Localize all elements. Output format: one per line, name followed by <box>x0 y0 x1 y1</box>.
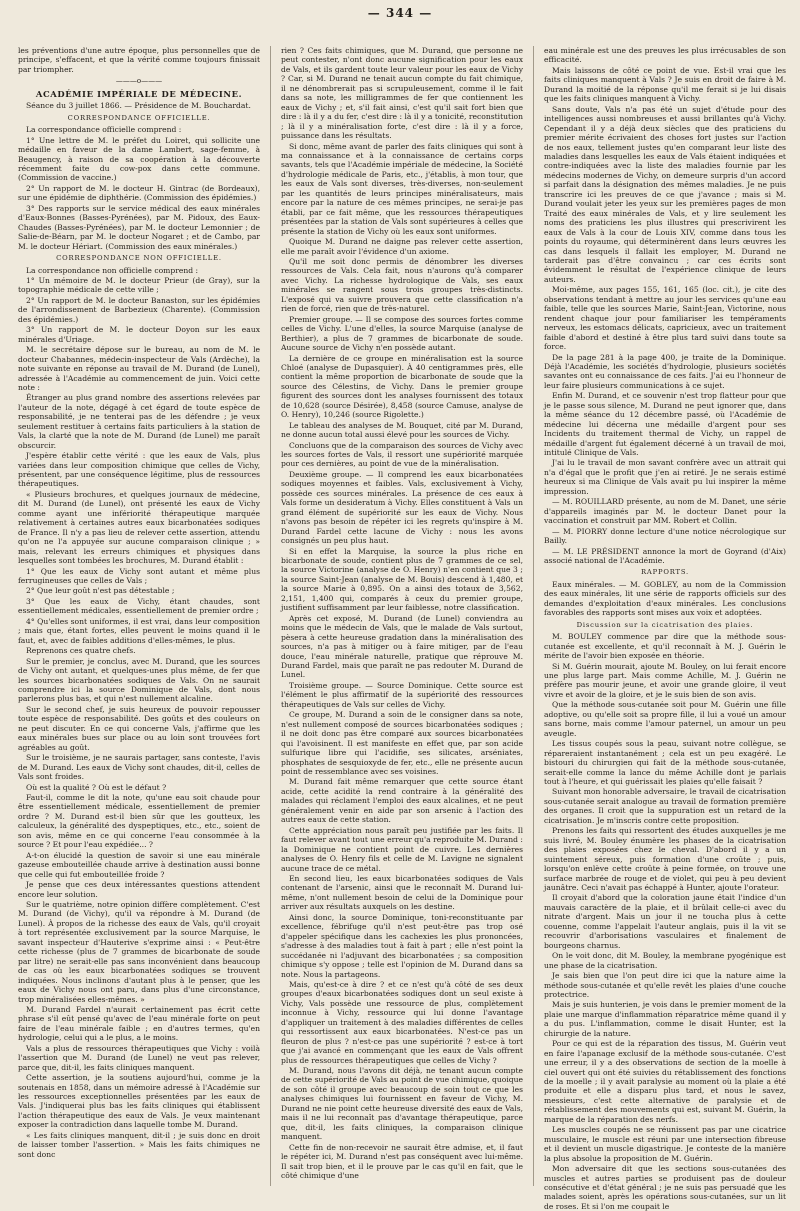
paragraph: La dernière de ce groupe en minéralisation est la source Chloé (analyse de Dupasquier). À 40 centigrammes près, elle contient la même proportion de bicarbonate de soude que la source des Célestins, de Vichy. Dans le premier groupe figurent des sources dont les analyses fournissent des totaux de 10,628 (source Désirée), 8,458 (source Camuse, analyse de O. Henry), 10,246 (source Rigolette.) <box>281 353 523 420</box>
subsection-title: RAPPORTS. <box>640 568 690 577</box>
paragraph: Cette fin de non-recevoir ne saurait être admise, et, il faut le répéter ici, M. Durand n'est pas conséquent avec lui-même. Il sait trop bien, et il le prouve par le cas qu'il en fait, que le côté chimique d'une <box>281 1142 523 1181</box>
paragraph: Cette appréciation nous paraît peu justifiée par les faits. Il faut relever avant tout une erreur qu'a reproduite M. Durand : la Dominique ne contient point de cuivre. Les dernières analyses de O. Henry fils et celle de M. Lavigne ne signalent aucune trace de ce métal. <box>281 825 523 873</box>
paragraph: Faut-il, comme le dit la note, qu'une eau soit chaude pour être essentiellement médicale, essentiellement de premier ordre ? M. Durand est-il bien sûr que les goutteux, les calculeux, la généralité des dyspeptiques, etc., etc., soient de son avis, même en ce qui concerne l'eau consommée à la source ? Et pour l'eau expédiée... ? <box>18 792 260 850</box>
paragraph: Après cet exposé, M. Durand (de Lunel) conviendra au moins que le médecin de Vals, que le malade de Vals surtout, pèsera à cette heureuse gradation dans la minéralisation des sources, n'a pas à mitiger ou à faire mitiger, par de l'eau douce, l'eau minérale naturelle, pratique que réprouve M. Durand Fardel, mais que paraît ne pas redouter M. Durand de Lunel. <box>281 613 523 680</box>
paragraph: Suivant mon honorable adversaire, le travail de cicatrisation sous-cutanée serait analogue au travail de formation première des organes. Il croit que la suppuration est un retard de la cicatrisation. Je m'inscris contre cette proposition. <box>544 787 787 825</box>
paragraph: Pour ce qui est de la réparation des tissus, M. Guérin veut en faire l'apanage exclusif de la méthode sous-cutanée. C'est une erreur, il y a des observations de section de la moelle à ciel ouvert qui ont été suivies du rétablissement des fonctions de la moelle ; il y avait paralysie au moment où la plaie a été produite et elle a disparu plus tard, et nous le savez, messieurs, c'est cette alternative de paralysie et de rétablissement des mouvements qui est, suivant M. Guérin, la marque de la réparation des nerfs. <box>544 1039 786 1124</box>
column-3 <box>544 46 787 1211</box>
paragraph: Si donc, même avant de parler des faits cliniques qui sont à ma connaissance et à la connaissance de certains corps savants, tels que l'Académie impériale de médecine, la Société d'hydrologie médicale de Paris, etc., j'établis, à mon tour, que les eaux de Vals sont diverses, très-diverses, non-seulement par les quantités de leurs principes minéralisateurs, mais encore par la nature de ces mêmes principes, ne serai-je pas établi, par ce fait même, que les ressources thérapeutiques présentées par la station de Vals sont supérieures à celles que présente la station de Vichy où les eaux sont uniformes. <box>281 141 524 236</box>
paragraph: M. BOULEY commence par dire que la méthode sous-cutanée est excellente, et qu'il reconnaît à M. J. Guérin le mérite de l'avoir bien exposée en théorie. <box>544 632 786 661</box>
paragraph: 3° Que les eaux de Vichy, étant chaudes, sont essentiellement médicales, essentiellement de premier ordre ; <box>18 596 260 616</box>
paragraph: 1° Un mémoire de M. le docteur Prieur (de Gray), sur la topographie médicale de cette ville ; <box>18 275 260 295</box>
separator-rule: ———o——— <box>115 77 163 86</box>
paragraph: Étranger au plus grand nombre des assertions relevées par l'auteur de la note, dégagé à cet égard de toute espèce de responsabilité, je ne tenterai pas de les défendre ; je veux seulement restituer à certains faits particuliers à la station de Vals, la clarté que la note de M. Durand (de Lunel) me paraît obscurcir. <box>18 393 260 450</box>
paragraph: « Plusieurs brochures, et quelques journaux de médecine, dit M. Durand (de Lunel), ont présenté les eaux de Vichy comme ayant une infériorité thérapeutique marquée relativement à certaines autres eaux bicarbonatées sodiques de France. Il n'y a pas lieu de relever cette assertion, attendu qu'on ne l'a appuyée sur aucune comparaison clinique ; » mais, relevant les erreurs chimiques et physiques dans lesquelles sont tombées les brochures, M. Durand établit : <box>18 489 260 566</box>
paragraph: 2° Que leur goût n'est pas détestable ; <box>26 586 175 596</box>
paragraph: Moi-même, aux pages 155, 161, 165 (loc. cit.), je cite des observations tendant à mettre au jour les services qu'une eau faible, telle que les sources Marie, Saint-Jean, Victorine, nous rendent chaque jour pour familiariser les tempéraments nerveux, les estomacs délicats, capricieux, avec un traitement faible d'abord et destiné à être plus tard suivi dans toute sa force. <box>544 285 786 352</box>
paragraph: Mais laissons de côté ce point de vue. Est-il vrai que les faits cliniques manquent à Vals ? Je suis en droit de faire à M. Durand la moitié de la réponse qu'il me ferait si je lui disais que les faits cliniques manquent à Vichy. <box>544 65 786 104</box>
session-line: Séance du 3 juillet 1866. — Présidence de M. Bouchardat. <box>26 101 251 111</box>
paragraph: les préventions d'une autre époque, plus personnelles que de principe, s'effacent, et que la vérité comme toujours finissait par triompher. <box>18 46 260 74</box>
paragraph: Les tissus coupés sous la peau, suivant notre collègue, se répareraient instantanément ; cela est un peu exagéré. Le bistouri du chirurgien qui fait de la méthode sous-cutanée, serait-elle comme la lance du même Achille dont je parlais tout à l'heure, et qui guérissait les plaies qu'elle faisait ? <box>544 739 786 786</box>
paragraph: Mon adversaire dit que les sections sous-cutanées des muscles et autres parties se produisent pas de douleur consécutive et d'état général ; je ne suis pas persuadé que les malades soient, après les opérations sous-cutanées, sur un lit de roses. Et si l'on me coupait le <box>544 1164 786 1211</box>
paragraph: Sans doute, Vals n'a pas été un sujet d'étude pour des intelligences aussi nombreuses et aussi brillantes qu'à Vichy. Cependant il y a déjà deux siècles que des praticiens du premier mérite écrivaient des choses fort justes sur l'action de nos eaux, tellement justes qu'en comparant leur liste des maladies dans lesquelles les eaux de Vals étaient indiquées et contre-indiquées avec la liste des maladies fournie par les médecins modernes de Vichy, on demeure surpris d'un accord si parfait dans la désignation des mêmes maladies. Je ne puis transcrire ici les preuves de ce que j'avance ; mais si M. Durand voulait jeter les yeux sur les premières pages de mon Traité des eaux minérales de Vals, et y lire seulement les noms des praticiens les plus illustres qui prescrivirent les eaux de Vals à la cour de Louis XIV, comme dans tous les points du royaume, qui déterminèrent dans leurs œuvres les cas dans lesquels il fallait les employer, M. Durand ne tarderait pas d'être convaincu ; car ces écrits sont évidemment le résultat de l'expérience clinique de leurs auteurs. <box>544 104 786 284</box>
paragraph: Je pense que ces deux intéressantes questions attendent encore leur solution. <box>18 880 260 899</box>
paragraph: Sur le premier, je conclus, avec M. Durand, que les sources de Vichy ont autant, et quelques-unes plus même, de fer que les sources bicarbonatées sodiques de Vals. On ne saurait comprendre ici la source Dominique de Vals, dont nous parlerons plus bas, et qui n'est nullement alcaline. <box>18 656 260 704</box>
paragraph: Premier groupe. — Il se compose des sources fortes comme celles de Vichy. L'une d'elles, la source Marquise (analyse de Berthier), a plus de 7 grammes de bicarbonate de soude. Aucune source de Vichy n'en possède autant. <box>281 314 523 353</box>
paragraph: Si M. Guérin mourait, ajoute M. Bouley, on lui ferait encore une plus large part. Mais comme Achille, M. J. Guérin ne préfère pas mourir jeune, et avoir une grande gloire, il veut vivre et avoir de la gloire, et je le suis bien de son avis. <box>544 661 786 699</box>
paragraph: De la page 281 à la page 400, je traite de la Dominique. Déjà l'Académie, les sociétés d'hydrologie, plusieurs sociétés savantes ont eu connaissance de ces faits. J'ai eu l'honneur de leur faire plusieurs communications à ce sujet. <box>544 352 786 390</box>
paragraph: 3° Des rapports sur le service médical des eaux minérales d'Eaux-Bonnes (Basses-Pyrénées), par M. Pidoux, des Eaux-Chaudes (Basses-Pyrénées), par M. le docteur Lemonnier ; de Salie-de-Béarn, par M. le docteur Nogaret ; et de Cambo, par M. le docteur Hériart. (Commission des eaux minérales.) <box>18 203 260 251</box>
section-title: ACADÉMIE IMPÉRIALE DE MÉDECINE. <box>35 88 243 99</box>
paragraph: Sur le quatrième, notre opinion diffère complètement. C'est M. Durand (de Vichy), qu'il va répondre à M. Durand (de Lunel). À propos de la richesse des eaux de Vals, qu'il croyait à tort représentée exclusivement par la source Marquise, le savant inspecteur d'Hauterive s'exprime ainsi : « Peut-être cette richesse (plus de 7 grammes de bicarbonate de soude par litre) ne serait-elle pas sans inconvénient dans beaucoup de cas où les eaux bicarbonatées sodiques se trouvent indiquées. Nous inclinons d'autant plus à le penser, que les eaux de Vichy nous ont paru, dans plus d'une circonstance, trop minéralisées elles-mêmes. » <box>18 899 260 1004</box>
page-number: — 344 — <box>367 6 433 20</box>
paragraph: Vals a plus de ressources thérapeutiques que Vichy : voilà l'assertion que M. Durand (de Lunel) ne veut pas relever, parce que, dit-il, les faits cliniques manquent. <box>18 1043 260 1072</box>
paragraph: Sur le troisième, je ne saurais partager, sans conteste, l'avis de M. Durand. Les eaux de Vichy sont chaudes, dit-il, celles de Vals sont froides. <box>18 753 260 782</box>
paragraph: J'ai lu le travail de mon savant confrère avec un attrait qui n'a d'égal que le profit que j'en ai retiré. Je ne serais estimé heureux si ma Clinique de Vals avait pu lui inspirer la même impression. <box>544 458 786 496</box>
paragraph: « Les faits cliniques manquent, dit-il ; je suis donc en droit de laisser tomber l'assertion. » Mais les faits chimiques ne sont donc <box>18 1130 260 1159</box>
subsection-title: Discussion sur la cicatrisation des plaies. <box>576 620 754 629</box>
column-1 <box>18 46 260 1186</box>
paragraph: Sur le second chef, je suis heureux de pouvoir repousser toute espèce de responsabilité. Des goûts et des couleurs on ne peut discuter. En ce qui concerne Vals, j'affirme que les eaux minérales bues sur place ou au loin sont trouvées fort agréables au goût. <box>18 704 260 752</box>
paragraph: Enfin M. Durand, et ce souvenir n'est trop flatteur pour que je le passe sous silence, M. Durand ne peut ignorer que, dans la même séance du 12 décembre passé, où l'Académie de médecine lui décerna une médaille d'argent pour ses Incidents du traitement thermal de Vichy, un rappel de médaille d'argent fut également décerné à un travail de moi, intitulé Clinique de Vals. <box>544 391 786 458</box>
paragraph: eau minérale est une des preuves les plus irrécusables de son efficacité. <box>544 46 786 65</box>
paragraph: M. Durand fait même remarquer que cette source étant acide, cette acidité la rend contraire à la généralité des malades qui réclament l'emploi des eaux alcalines, et ne peut généralement venir en aide par son arsenic à l'action des autres eaux de cette station. <box>281 777 523 825</box>
subsection-title: CORRESPONDANCE OFFICIELLE. <box>67 113 211 122</box>
column-divider <box>270 46 271 1186</box>
paragraph: Reprenons ces quatre chefs. <box>26 646 136 656</box>
subsection-title: CORRESPONDANCE NON OFFICIELLE. <box>56 254 222 263</box>
paragraph: Où est la qualité ? Où est le défaut ? <box>26 782 167 792</box>
paragraph: Si en effet la Marquise, la source la plus riche en bicarbonate de soude, contient plus de 7 grammes de ce sel, la source Victorine (analyse de O. Henry) n'en contient que 3 ; la source Saint-Jean (analyse de M. Bouis) descend à 1,480, et la source Marie à 0,895. On a ainsi des totaux de 3,562, 2,151, 1,400 qui, comparés à ceux du premier groupe, justifient suffisamment par leur faiblesse, notre classification. <box>281 546 523 613</box>
paragraph: Je sais bien que l'on peut dire ici que la nature aime la méthode sous-cutanée et qu'elle revêt les plaies d'une couche protectrice. <box>544 971 786 999</box>
paragraph: Il croyait d'abord que la coloration jaune était l'indice d'un mauvais caractère de la plaie, et il brûlait celle-ci avec du nitrate d'argent. Mais un jour il ne toucha plus à cette couenne, comme l'appelait l'auteur anglais, puis il la vit se recouvrir d'arborisations vasculaires et finalement de bourgeons charnus. <box>544 893 786 950</box>
paragraph: Troisième groupe. — Source Dominique. Cette source est l'élément le plus affirmatif de la supériorité des ressources thérapeutiques de Vals sur celles de Vichy. <box>281 680 523 709</box>
paragraph: Eaux minérales. — M. GOBLEY, au nom de la Commission des eaux minérales, lit une série de rapports officiels sur des demandes d'exploitation d'eaux minérales. Les conclusions favorables des rapports sont mises aux voix et adoptées. <box>544 579 786 618</box>
paragraph: Cette assertion, je la soutiens aujourd'hui, comme je la soutenais en 1858, dans un mémoire adressé à l'Académie sur les ressources exceptionnelles présentées par les eaux de Vals. J'indiquerai plus bas les faits cliniques qui établissent l'action thérapeutique des eaux de Vals. Je veux maintenant exposer la contradiction dans laquelle tombe M. Durand. <box>18 1073 260 1130</box>
paragraph: On le voit donc, dit M. Bouley, la membrane pyogénique est une phase de la cicatrisation. <box>544 951 786 970</box>
paragraph: — M. ROUILLARD présente, au nom de M. Danet, une série d'appareils imaginés par M. le docteur Danet pour la vaccination et construit par MM. Robert et Collin. <box>544 497 786 526</box>
column-2 <box>281 46 523 1186</box>
paragraph: 4° Qu'elles sont uniformes, il est vrai, dans leur composition ; mais que, étant fortes, elles peuvent le moins quand il le faut, et, avec de faibles additions d'elles-mêmes, le plus. <box>18 616 260 645</box>
paragraph: La correspondance officielle comprend : <box>26 125 182 135</box>
paragraph: Mais, qu'est-ce à dire ? et ce n'est qu'à côté de ses deux groupes d'eaux bicarbonatées sodiques dont un seul existe à Vichy, Vals possède une ressource de plus, complètement inconnue à Vichy, ressource qui lui donne l'avantage d'appliquer un traitement à des maladies différentes de celles qui ressortissent aux eaux bicarbonatées. N'est-ce pas un fleuron de plus ? n'est-ce pas une supériorité ? est-ce à tort que j'ai avancé en commençant que les eaux de Vals offrent plus de ressources thérapeutiques que celles de Vichy ? <box>281 979 523 1065</box>
paragraph: 1° Une lettre de M. le préfet du Loiret, qui sollicite une médaille en faveur de la dame Lambert, sage-femme, à Beaugency, à raison de sa coopération à la découverte récemment faite du cow-pox dans cette commune. (Commission de vaccine.) <box>18 135 260 183</box>
paragraph: 3° Un rapport de M. le docteur Doyon sur les eaux minérales d'Uriage. <box>18 325 260 344</box>
paragraph: 2° Un rapport de M. le docteur Banaston, sur les épidémies de l'arrondissement de Barbezieux (Charente). (Commission des épidémies.) <box>18 295 260 324</box>
paragraph: rien ? Ces faits chimiques, que M. Durand, que personne ne peut contester, n'ont donc aucune signification pour les eaux de Vals, et ils gardent toute leur valeur pour les eaux de Vichy ? Car, si M. Durand ne tenait aucun compte du fait chimique, il ne dénombrerait pas si scrupuleusement, comme il le fait dans sa note, les milligrammes de fer que contiennent les eaux de Vichy ; et, s'il fait ainsi, c'est qu'il sait fort bien que dire : là il y a du fer, c'est dire : là il y a tonicité, reconstitution ; là il y a minéralisation forte, c'est dire : là il y a force, puissance dans les résultats. <box>281 46 523 141</box>
paragraph: En second lieu, les eaux bicarbonatées sodiques de Vals contenant de l'arsenic, ainsi que le reconnaît M. Durand lui-même, n'ont nullement besoin de celui de la Dominique pour arriver aux résultats auxquels on les destine. <box>281 873 523 912</box>
paragraph: 1° Que les eaux de Vichy sont autant et même plus ferrugineuses que celles de Vals ; <box>18 566 260 586</box>
paragraph: — M. LE PRÉSIDENT annonce la mort de Goyrand (d'Aix) associé national de l'Académie. <box>544 546 786 566</box>
paragraph: Ainsi donc, la source Dominique, toni-reconstituante par excellence, fébrifuge qu'il n'est peut-être pas trop osé d'appeler spécifique dans les cachexies les plus prononcées, s'adresse à des maladies tout à fait à part ; elle n'est point la succédanée ni l'adjuvant des bicarbonatées ; sa composition chimique s'y oppose ; telle est l'opinion de M. Durand dans sa note. Nous la partageons. <box>281 912 523 979</box>
paragraph: 2° Un rapport de M. le docteur H. Gintrac (de Bordeaux), sur une épidémie de diphthérie. (Commission des épidémies.) <box>18 183 260 203</box>
column-divider <box>533 46 534 1186</box>
paragraph: Les muscles coupés ne se réunissent pas par une cicatrice musculaire, le muscle est réuni par une intersection fibreuse et il devient un muscle digastrique. Je conteste de la manière la plus absolue la proposition de M. Guérin. <box>544 1125 786 1163</box>
paragraph: Deuxième groupe. — Il comprend les eaux bicarbonatées sodiques moyennes et faibles. Vals, exclusivement à Vichy, possède ces sources minérales. La présence de ces eaux à Vals forme un desideratum à Vichy. Elles constituent à Vals un grand élément de supériorité sur les eaux de Vichy. Nous n'avons pas besoin de répéter ici les regrets qu'inspire à M. Durand Fardel cette lacune de Vichy : nous les avons consignés un peu plus haut. <box>281 469 523 546</box>
paragraph: Prenons les faits qui ressortent des études auxquelles je me suis livré, M. Bouley énumère les phases de la cicatrisation des plaies exposées chez le cheval. D'abord il y a un suintement séreux, puis formation d'une croûte ; puis, lorsqu'on enlève cette croûte à peine formée, on trouve une surface marbrée de rouge et de violet, qui peu à peu devient jaunâtre. Ceci n'avait pas échappé à Hunter, ajoute l'orateur. <box>544 826 786 892</box>
paragraph: M. le secrétaire dépose sur le bureau, au nom de M. le docteur Chabannes, médecin-inspecteur de Vals (Ardèche), la note suivante en réponse au travail de M. Durand (de Lunel), adressée à l'Académie au commencement de juin. Voici cette note : <box>18 345 260 392</box>
paragraph: M. Durand, nous l'avons dit déjà, ne tenant aucun compte de cette supériorité de Vals au point de vue chimique, quoique de son côté il groupe avec beaucoup de soin tout ce que les analyses chimiques lui fournissent en faveur de Vichy, M. Durand ne nie point cette heureuse diversité des eaux de Vals, mais il ne lui reconnaît pas d'avantage thérapeutique, parce que, dit-il, les faits cliniques, la comparaison clinique manquent. <box>281 1066 523 1142</box>
paragraph: Ce groupe, M. Durand a soin de le consigner dans sa note, n'est nullement composé de sources bicarbonatées sodiques ; il ne doit donc pas être comparé aux sources bicarbonatées qui l'avoisinent. Il est manifeste en effet que, par son acide sulfurique libre qui l'acidifie, ses silicates, arséniates, phosphates de sesquioxyde de fer, etc., elle ne présente aucun point de ressemblance avec ses voisines. <box>281 710 523 776</box>
columns <box>18 46 787 1211</box>
paragraph: J'espère établir cette vérité : que les eaux de Vals, plus variées dans leur composition chimique que celles de Vichy, présentent, par une conséquence légitime, plus de ressources thérapeutiques. <box>18 451 260 489</box>
paragraph: Le tableau des analyses de M. Bouquet, cité par M. Durand, ne donne aucun total aussi élevé pour les sources de Vichy. <box>281 420 523 440</box>
paragraph: — M. PIORRY donne lecture d'une notice nécrologique sur Bailly. <box>544 526 786 546</box>
paragraph: La correspondance non officielle comprend : <box>26 265 199 275</box>
paragraph: A-t-on élucidé la question de savoir si une eau minérale gazeuse embouteillée chaude arrive à destination aussi bonne que celle qui fut embouteillée froide ? <box>18 850 260 879</box>
paragraph: M. Durand Fardel n'aurait certainement pas écrit cette phrase s'il eût pensé qu'avec de l'eau minérale forte on peut faire de l'eau minérale faible ; en d'autres termes, qu'en hydrologie, celui qui a le plus, a le moins. <box>18 1004 260 1043</box>
paragraph: Qu'il me soit donc permis de dénombrer les diverses ressources de Vals. Cela fait, nous n'aurons qu'à comparer avec Vichy. La richesse hydrologique de Vals, ses eaux minérales se rangent sous trois groupes très-distincts. L'exposé qui va suivre prouvera que cette classification n'a rien de forcé, rien que de très-naturel. <box>281 256 523 314</box>
paragraph: Mais je suis hunterien, je vois dans le premier moment de la plaie une marque d'inflammation réparatrice même quand il y a du pus. L'inflammation, comme le disait Hunter, est la chirurgie de la nature. <box>544 1000 786 1038</box>
paragraph: Quoique M. Durand ne daigne pas relever cette assertion, elle me paraît avoir l'évidence d'un axiome. <box>281 237 523 256</box>
paragraph: Concluons que de la comparaison des sources de Vichy avec les sources fortes de Vals, il ressort une supériorité marquée pour ces dernières, au point de vue de la minéralisation. <box>281 440 523 469</box>
paragraph: Que la méthode sous-cutanée soit pour M. Guérin une fille adoptive, ou qu'elle soit sa propre fille, il lui a voué un amour sans borne, mais comme l'amour paternel, un amour un peu aveugle. <box>544 700 786 738</box>
